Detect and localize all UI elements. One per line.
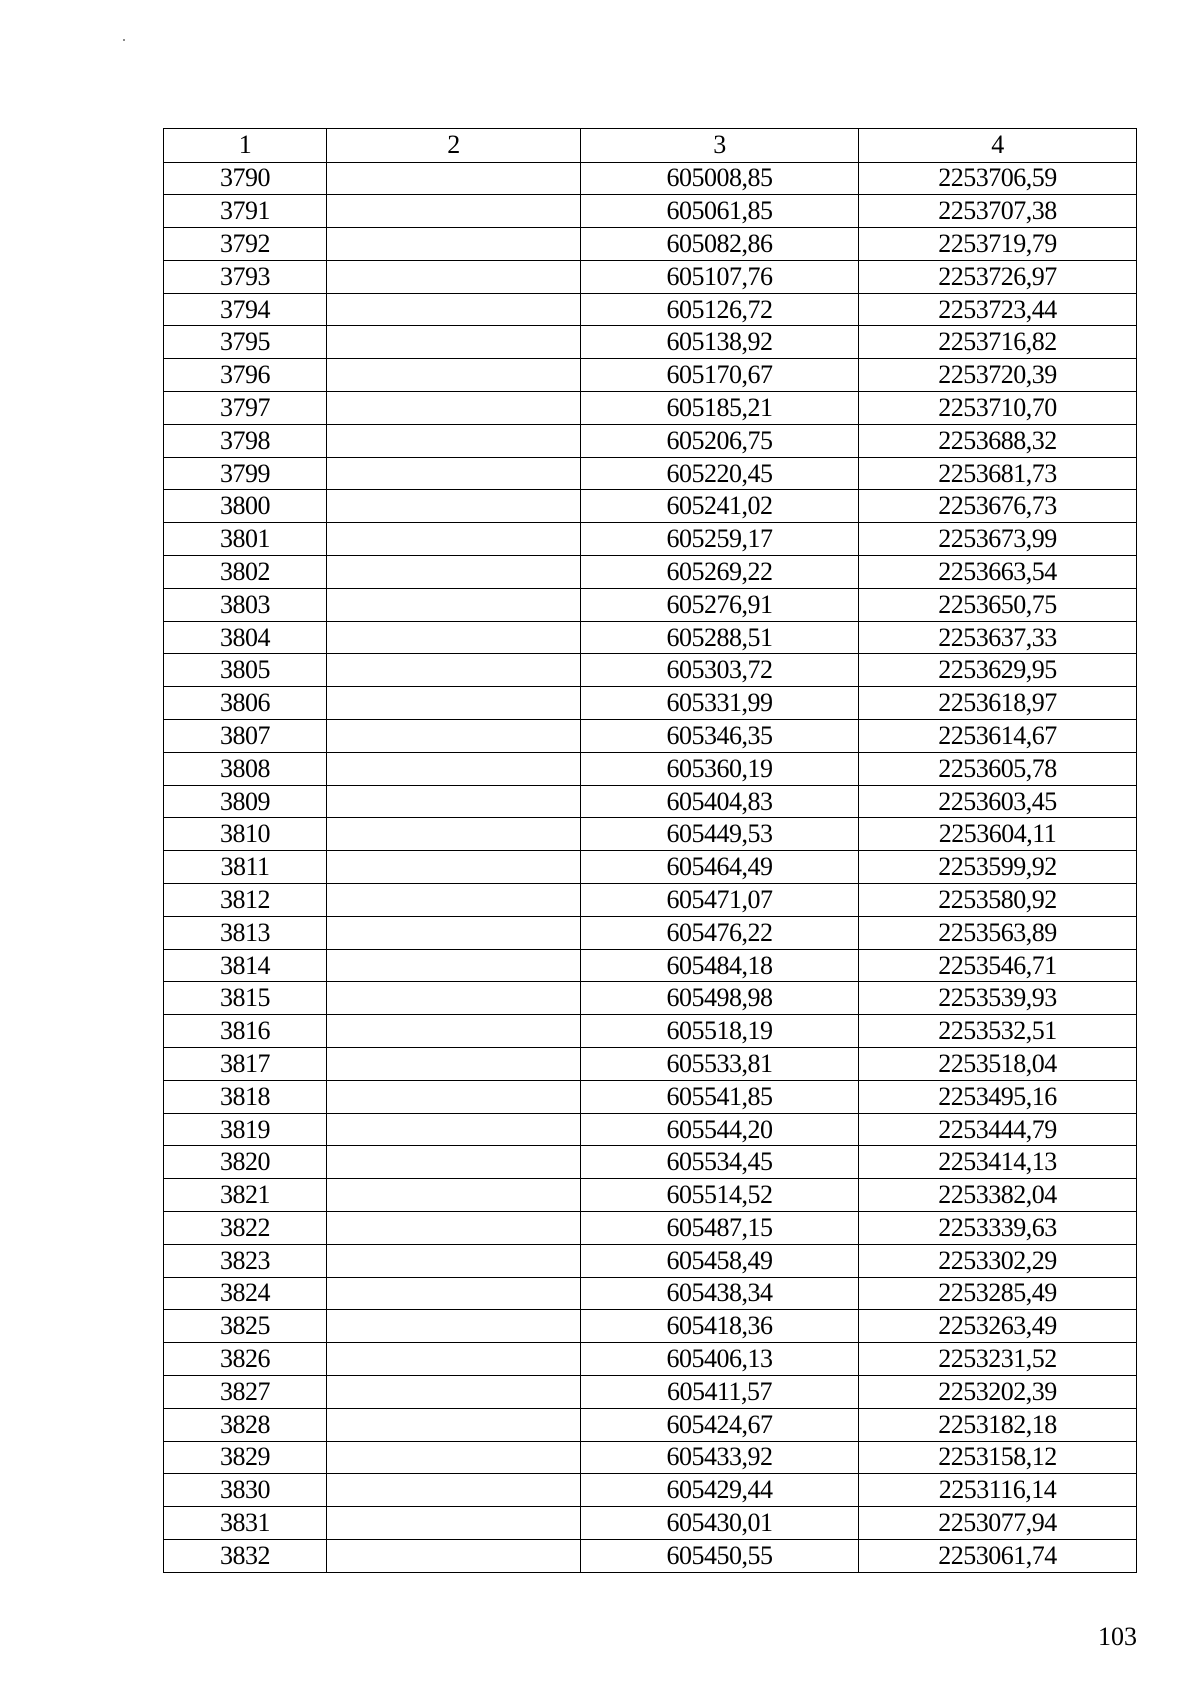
x-coordinate-cell: 605303,72 [581,654,859,687]
x-coordinate-cell: 605449,53 [581,818,859,851]
point-number-cell: 3805 [164,654,327,687]
y-coordinate-cell: 2253518,04 [859,1048,1137,1081]
x-coordinate-cell: 605185,21 [581,392,859,425]
x-coordinate-cell: 605476,22 [581,916,859,949]
empty-cell [327,884,581,917]
x-coordinate-cell: 605429,44 [581,1474,859,1507]
y-coordinate-cell: 2253676,73 [859,490,1137,523]
point-number-cell: 3820 [164,1146,327,1179]
point-number-cell: 3804 [164,621,327,654]
point-number-cell: 3827 [164,1375,327,1408]
table-row [164,392,1137,425]
empty-cell [327,326,581,359]
x-coordinate-cell: 605534,45 [581,1146,859,1179]
column-header-1: 1 [164,129,327,163]
point-number-cell: 3790 [164,162,327,195]
y-coordinate-cell: 2253116,14 [859,1474,1137,1507]
table-row [164,523,1137,556]
empty-cell [327,588,581,621]
table-row [164,1179,1137,1212]
table-row [164,1375,1137,1408]
point-number-cell: 3802 [164,556,327,589]
y-coordinate-cell: 2253605,78 [859,752,1137,785]
y-coordinate-cell: 2253720,39 [859,359,1137,392]
x-coordinate-cell: 605433,92 [581,1441,859,1474]
empty-cell [327,949,581,982]
point-number-cell: 3794 [164,293,327,326]
table-row [164,424,1137,457]
x-coordinate-cell: 605518,19 [581,1015,859,1048]
y-coordinate-cell: 2253726,97 [859,260,1137,293]
x-coordinate-cell: 605276,91 [581,588,859,621]
empty-cell [327,392,581,425]
table-row [164,1212,1137,1245]
empty-cell [327,1539,581,1572]
y-coordinate-cell: 2253650,75 [859,588,1137,621]
x-coordinate-cell: 605406,13 [581,1343,859,1376]
y-coordinate-cell: 2253688,32 [859,424,1137,457]
empty-cell [327,916,581,949]
x-coordinate-cell: 605008,85 [581,162,859,195]
table-row [164,1539,1137,1572]
empty-cell [327,621,581,654]
point-number-cell: 3799 [164,457,327,490]
empty-cell [327,1244,581,1277]
x-coordinate-cell: 605450,55 [581,1539,859,1572]
empty-cell [327,293,581,326]
empty-cell [327,1080,581,1113]
empty-cell [327,359,581,392]
point-number-cell: 3795 [164,326,327,359]
x-coordinate-cell: 605498,98 [581,982,859,1015]
empty-cell [327,1343,581,1376]
point-number-cell: 3791 [164,195,327,228]
y-coordinate-cell: 2253263,49 [859,1310,1137,1343]
empty-cell [327,424,581,457]
table-row [164,556,1137,589]
empty-cell [327,1048,581,1081]
empty-cell [327,1408,581,1441]
table-row [164,1343,1137,1376]
table-row [164,588,1137,621]
table-row [164,1507,1137,1540]
y-coordinate-cell: 2253077,94 [859,1507,1137,1540]
table-body [164,162,1137,1572]
x-coordinate-cell: 605438,34 [581,1277,859,1310]
table-row [164,1408,1137,1441]
point-number-cell: 3792 [164,228,327,261]
empty-cell [327,1474,581,1507]
table-row [164,884,1137,917]
empty-cell [327,260,581,293]
table-row [164,490,1137,523]
table-row [164,1048,1137,1081]
point-number-cell: 3829 [164,1441,327,1474]
point-number-cell: 3830 [164,1474,327,1507]
point-number-cell: 3831 [164,1507,327,1540]
point-number-cell: 3807 [164,720,327,753]
table-row [164,260,1137,293]
y-coordinate-cell: 2253716,82 [859,326,1137,359]
y-coordinate-cell: 2253495,16 [859,1080,1137,1113]
column-header-3: 3 [581,129,859,163]
y-coordinate-cell: 2253158,12 [859,1441,1137,1474]
y-coordinate-cell: 2253546,71 [859,949,1137,982]
empty-cell [327,457,581,490]
point-number-cell: 3821 [164,1179,327,1212]
empty-cell [327,1441,581,1474]
empty-cell [327,1212,581,1245]
y-coordinate-cell: 2253339,63 [859,1212,1137,1245]
y-coordinate-cell: 2253202,39 [859,1375,1137,1408]
y-coordinate-cell: 2253444,79 [859,1113,1137,1146]
x-coordinate-cell: 605424,67 [581,1408,859,1441]
table-row [164,621,1137,654]
x-coordinate-cell: 605471,07 [581,884,859,917]
coordinates-table [163,128,1137,1573]
x-coordinate-cell: 605126,72 [581,293,859,326]
point-number-cell: 3798 [164,424,327,457]
x-coordinate-cell: 605138,92 [581,326,859,359]
table-row [164,162,1137,195]
y-coordinate-cell: 2253231,52 [859,1343,1137,1376]
y-coordinate-cell: 2253302,29 [859,1244,1137,1277]
x-coordinate-cell: 605533,81 [581,1048,859,1081]
point-number-cell: 3811 [164,851,327,884]
y-coordinate-cell: 2253285,49 [859,1277,1137,1310]
x-coordinate-cell: 605170,67 [581,359,859,392]
table-row [164,916,1137,949]
point-number-cell: 3822 [164,1212,327,1245]
table-row [164,1310,1137,1343]
x-coordinate-cell: 605464,49 [581,851,859,884]
empty-cell [327,654,581,687]
y-coordinate-cell: 2253604,11 [859,818,1137,851]
table-row [164,949,1137,982]
x-coordinate-cell: 605346,35 [581,720,859,753]
x-coordinate-cell: 605360,19 [581,752,859,785]
empty-cell [327,1310,581,1343]
table-row [164,359,1137,392]
y-coordinate-cell: 2253618,97 [859,687,1137,720]
x-coordinate-cell: 605514,52 [581,1179,859,1212]
table-row [164,720,1137,753]
y-coordinate-cell: 2253663,54 [859,556,1137,589]
y-coordinate-cell: 2253719,79 [859,228,1137,261]
point-number-cell: 3832 [164,1539,327,1572]
point-number-cell: 3816 [164,1015,327,1048]
x-coordinate-cell: 605259,17 [581,523,859,556]
y-coordinate-cell: 2253614,67 [859,720,1137,753]
y-coordinate-cell: 2253706,59 [859,162,1137,195]
table-row [164,654,1137,687]
y-coordinate-cell: 2253629,95 [859,654,1137,687]
scan-speck [123,39,125,41]
point-number-cell: 3801 [164,523,327,556]
y-coordinate-cell: 2253707,38 [859,195,1137,228]
y-coordinate-cell: 2253532,51 [859,1015,1137,1048]
x-coordinate-cell: 605430,01 [581,1507,859,1540]
point-number-cell: 3796 [164,359,327,392]
y-coordinate-cell: 2253182,18 [859,1408,1137,1441]
y-coordinate-cell: 2253723,44 [859,293,1137,326]
empty-cell [327,228,581,261]
table-row [164,195,1137,228]
table-row [164,851,1137,884]
table-row [164,1244,1137,1277]
x-coordinate-cell: 605107,76 [581,260,859,293]
x-coordinate-cell: 605082,86 [581,228,859,261]
empty-cell [327,720,581,753]
empty-cell [327,818,581,851]
y-coordinate-cell: 2253382,04 [859,1179,1137,1212]
y-coordinate-cell: 2253563,89 [859,916,1137,949]
point-number-cell: 3810 [164,818,327,851]
empty-cell [327,1277,581,1310]
table-row [164,1146,1137,1179]
empty-cell [327,1015,581,1048]
table-row [164,818,1137,851]
table-row [164,293,1137,326]
x-coordinate-cell: 605404,83 [581,785,859,818]
table-row [164,752,1137,785]
y-coordinate-cell: 2253599,92 [859,851,1137,884]
table-row [164,785,1137,818]
table-row [164,1277,1137,1310]
point-number-cell: 3793 [164,260,327,293]
empty-cell [327,982,581,1015]
point-number-cell: 3806 [164,687,327,720]
x-coordinate-cell: 605487,15 [581,1212,859,1245]
x-coordinate-cell: 605411,57 [581,1375,859,1408]
point-number-cell: 3824 [164,1277,327,1310]
x-coordinate-cell: 605458,49 [581,1244,859,1277]
table-row [164,1015,1137,1048]
y-coordinate-cell: 2253673,99 [859,523,1137,556]
table-row [164,1080,1137,1113]
empty-cell [327,162,581,195]
x-coordinate-cell: 605269,22 [581,556,859,589]
table-row [164,228,1137,261]
table-row [164,1474,1137,1507]
empty-cell [327,1179,581,1212]
table-row [164,1441,1137,1474]
table-row [164,687,1137,720]
point-number-cell: 3808 [164,752,327,785]
point-number-cell: 3814 [164,949,327,982]
y-coordinate-cell: 2253681,73 [859,457,1137,490]
point-number-cell: 3823 [164,1244,327,1277]
empty-cell [327,851,581,884]
empty-cell [327,556,581,589]
empty-cell [327,195,581,228]
x-coordinate-cell: 605544,20 [581,1113,859,1146]
y-coordinate-cell: 2253061,74 [859,1539,1137,1572]
empty-cell [327,785,581,818]
page-number: 103 [1098,1622,1137,1651]
point-number-cell: 3803 [164,588,327,621]
table-row [164,1113,1137,1146]
point-number-cell: 3817 [164,1048,327,1081]
empty-cell [327,1146,581,1179]
y-coordinate-cell: 2253603,45 [859,785,1137,818]
y-coordinate-cell: 2253414,13 [859,1146,1137,1179]
x-coordinate-cell: 605061,85 [581,195,859,228]
table-row [164,982,1137,1015]
empty-cell [327,1507,581,1540]
x-coordinate-cell: 605288,51 [581,621,859,654]
point-number-cell: 3828 [164,1408,327,1441]
empty-cell [327,1375,581,1408]
header-row [164,129,1137,163]
empty-cell [327,523,581,556]
empty-cell [327,490,581,523]
x-coordinate-cell: 605220,45 [581,457,859,490]
point-number-cell: 3797 [164,392,327,425]
table-row [164,326,1137,359]
point-number-cell: 3815 [164,982,327,1015]
point-number-cell: 3826 [164,1343,327,1376]
point-number-cell: 3825 [164,1310,327,1343]
x-coordinate-cell: 605418,36 [581,1310,859,1343]
point-number-cell: 3819 [164,1113,327,1146]
x-coordinate-cell: 605206,75 [581,424,859,457]
point-number-cell: 3813 [164,916,327,949]
y-coordinate-cell: 2253580,92 [859,884,1137,917]
empty-cell [327,1113,581,1146]
point-number-cell: 3812 [164,884,327,917]
point-number-cell: 3809 [164,785,327,818]
x-coordinate-cell: 605484,18 [581,949,859,982]
column-header-4: 4 [859,129,1137,163]
table-header [164,129,1137,163]
y-coordinate-cell: 2253539,93 [859,982,1137,1015]
table-row [164,457,1137,490]
x-coordinate-cell: 605331,99 [581,687,859,720]
x-coordinate-cell: 605241,02 [581,490,859,523]
y-coordinate-cell: 2253710,70 [859,392,1137,425]
x-coordinate-cell: 605541,85 [581,1080,859,1113]
column-header-2: 2 [327,129,581,163]
y-coordinate-cell: 2253637,33 [859,621,1137,654]
empty-cell [327,687,581,720]
empty-cell [327,752,581,785]
point-number-cell: 3818 [164,1080,327,1113]
point-number-cell: 3800 [164,490,327,523]
